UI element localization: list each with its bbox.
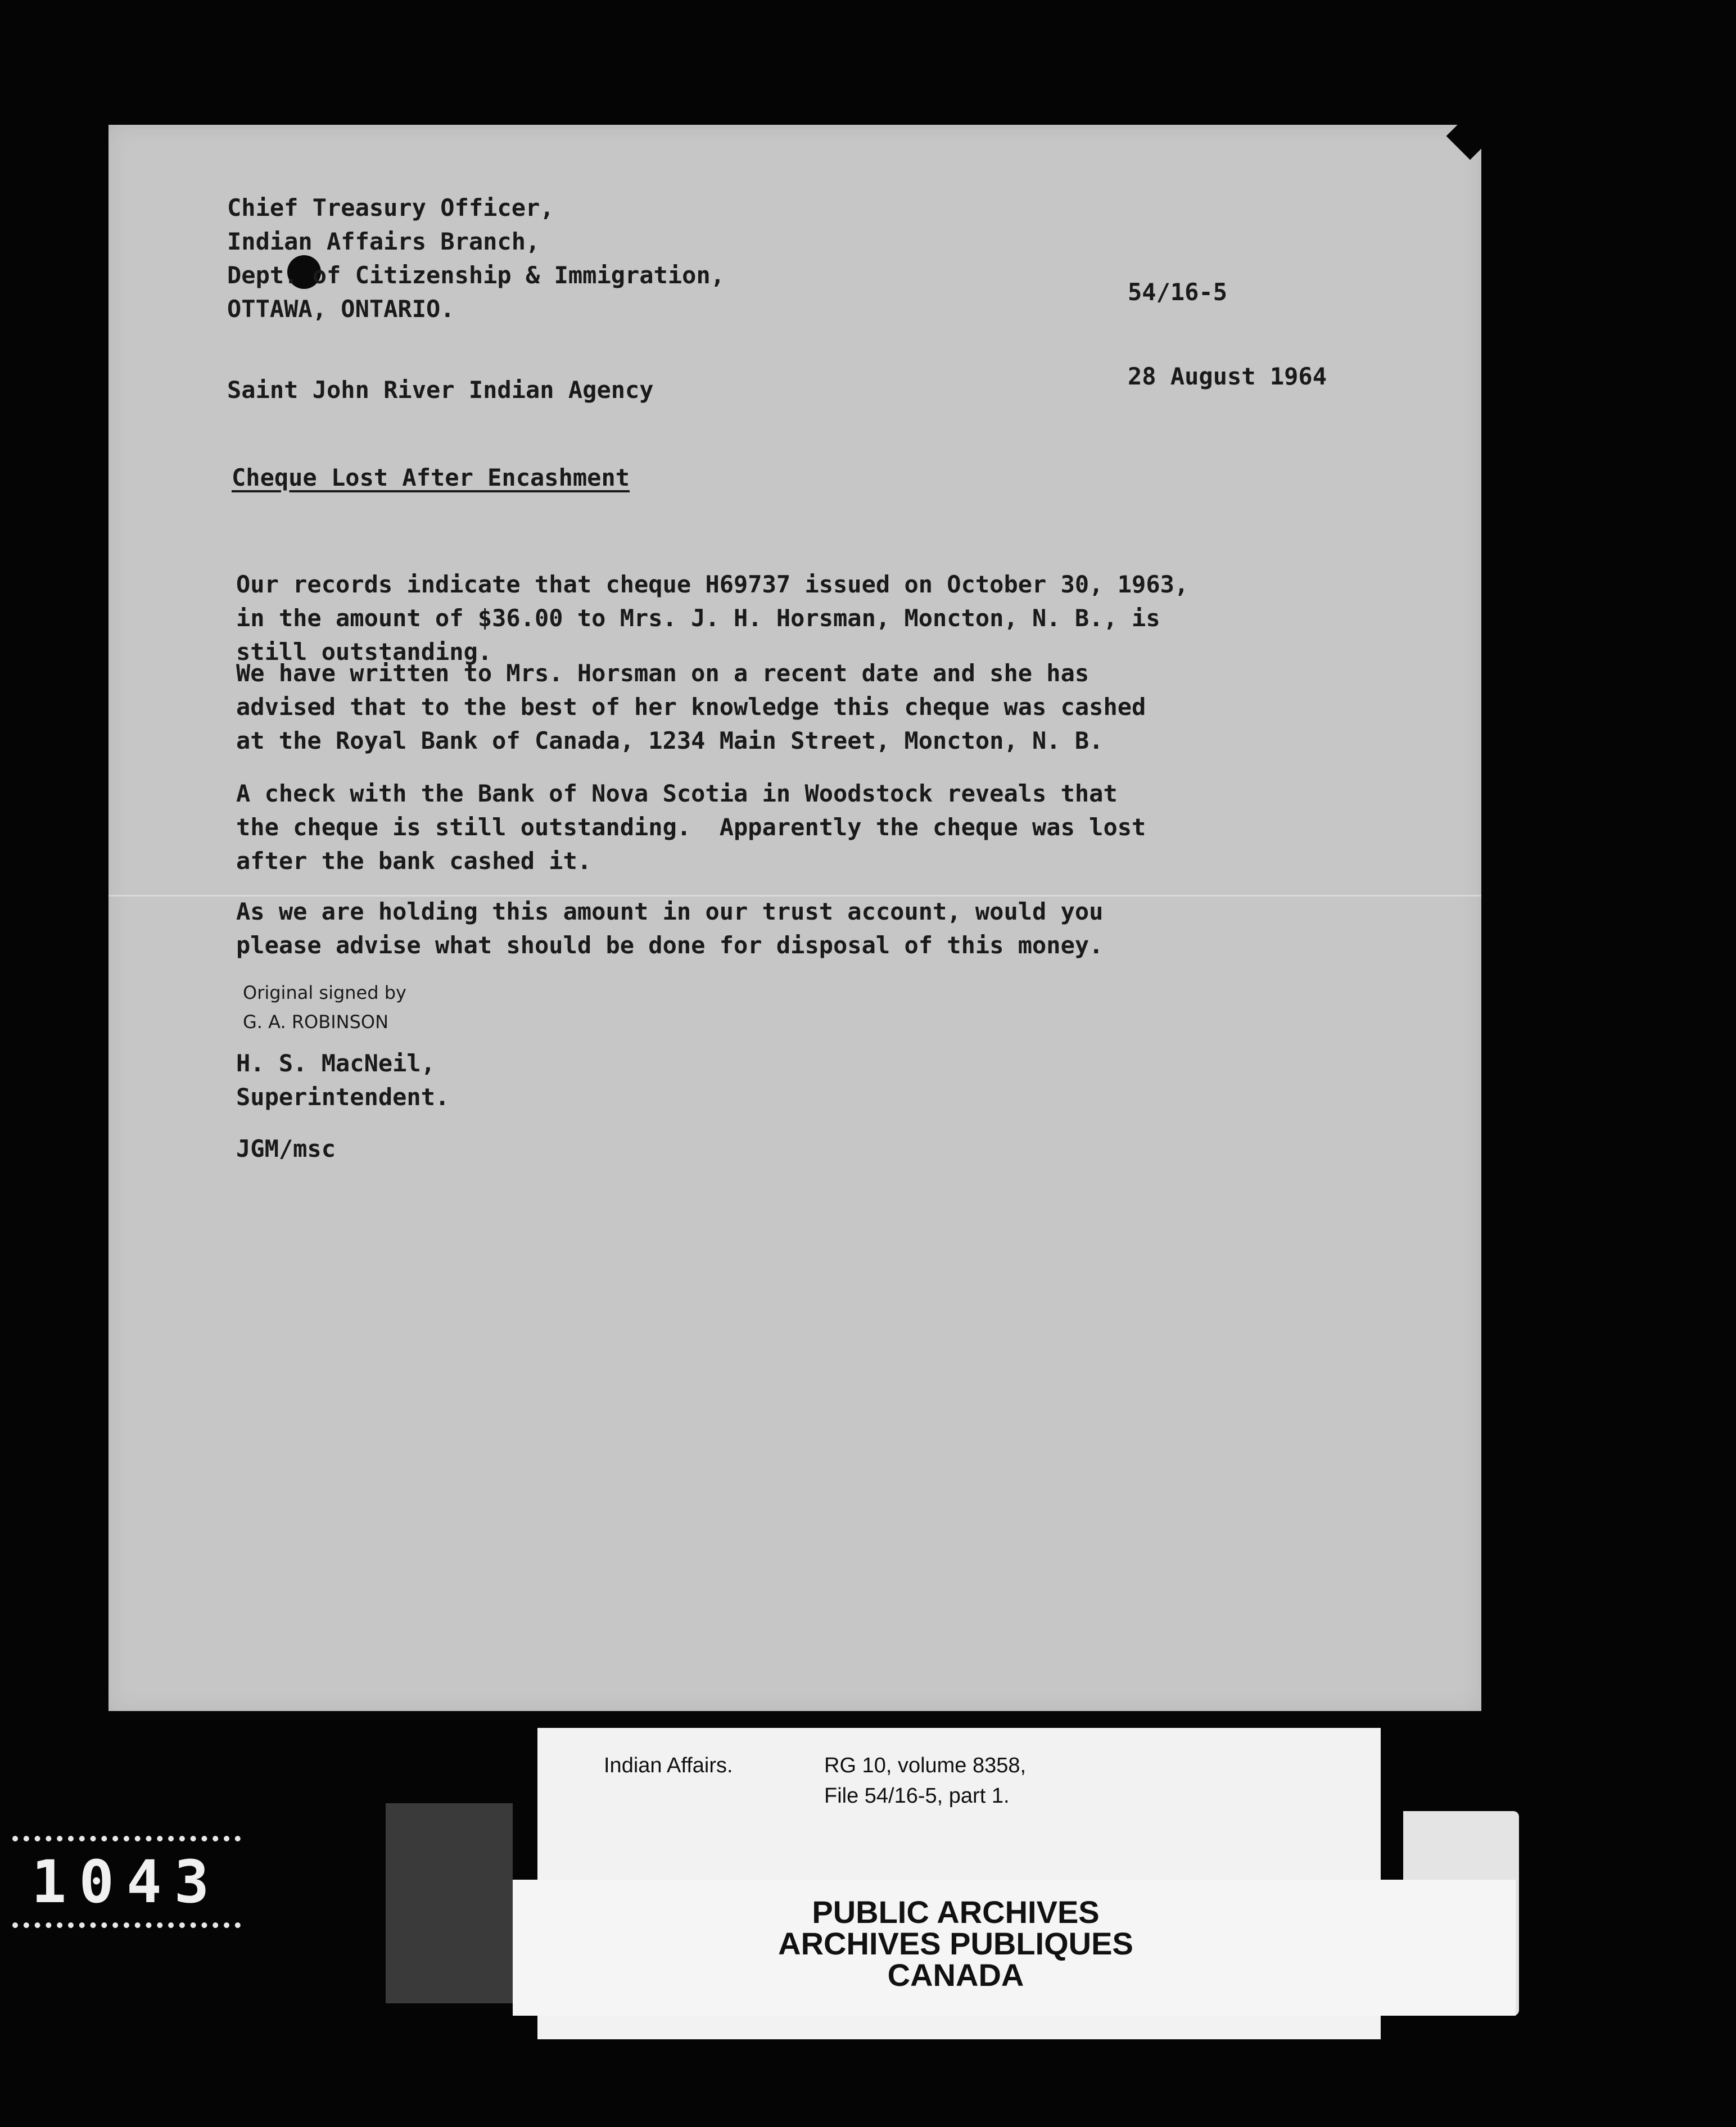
- signed-stamp: Original signed by G. A. ROBINSON: [243, 982, 406, 1033]
- recipient-address: Chief Treasury Officer, Indian Affairs Branch, Dept. of Citizenship & Immigration, OTTAWA, ONTARIO.: [227, 194, 725, 323]
- label-reference: RG 10, volume 8358, File 54/16-5, part 1.: [824, 1754, 1027, 1808]
- paragraph-3: A check with the Bank of Nova Scotia in Woodstock reveals that the cheque is still outstanding. Apparently the cheque was lost after the bank cashed it.: [236, 780, 1146, 875]
- letter-date: 28 August 1964: [1128, 363, 1327, 390]
- label-department: Indian Affairs.: [604, 1754, 733, 1777]
- signer-block: H. S. MacNeil, Superintendent.: [236, 1049, 450, 1111]
- archives-line-3: CANADA: [887, 1957, 1024, 1993]
- file-number: 54/16-5: [1128, 278, 1228, 306]
- folded-corner: [1446, 112, 1494, 160]
- reference-initials: JGM/msc: [236, 1135, 336, 1162]
- paragraph-1: Our records indicate that cheque H69737 issued on October 30, 1963, in the amount of $36.00 to Mrs. J. H. Horsman, Moncton, N. B., is still outstanding.: [236, 571, 1189, 666]
- archives-caption: [618, 1894, 1293, 1993]
- frame-number: 1043: [31, 1848, 222, 1916]
- paragraph-2: We have written to Mrs. Horsman on a recent date and she has advised that to the best of her knowledge this cheque was cashed at the Royal Bank of Canada, 1234 Main Street, Moncton, N. B.: [236, 659, 1146, 754]
- archives-line-2: ARCHIVES PUBLIQUES: [778, 1926, 1133, 1961]
- paragraph-4: As we are holding this amount in our trust account, would you please advise what should be done for disposal of this money.: [236, 898, 1104, 959]
- film-frame-counter: [12, 1836, 241, 1928]
- subject-line: Cheque Lost After Encashment: [232, 464, 630, 491]
- card-tab-dark: [386, 1803, 513, 2003]
- archives-line-1: PUBLIC ARCHIVES: [812, 1894, 1100, 1930]
- agency-name: Saint John River Indian Agency: [227, 376, 654, 404]
